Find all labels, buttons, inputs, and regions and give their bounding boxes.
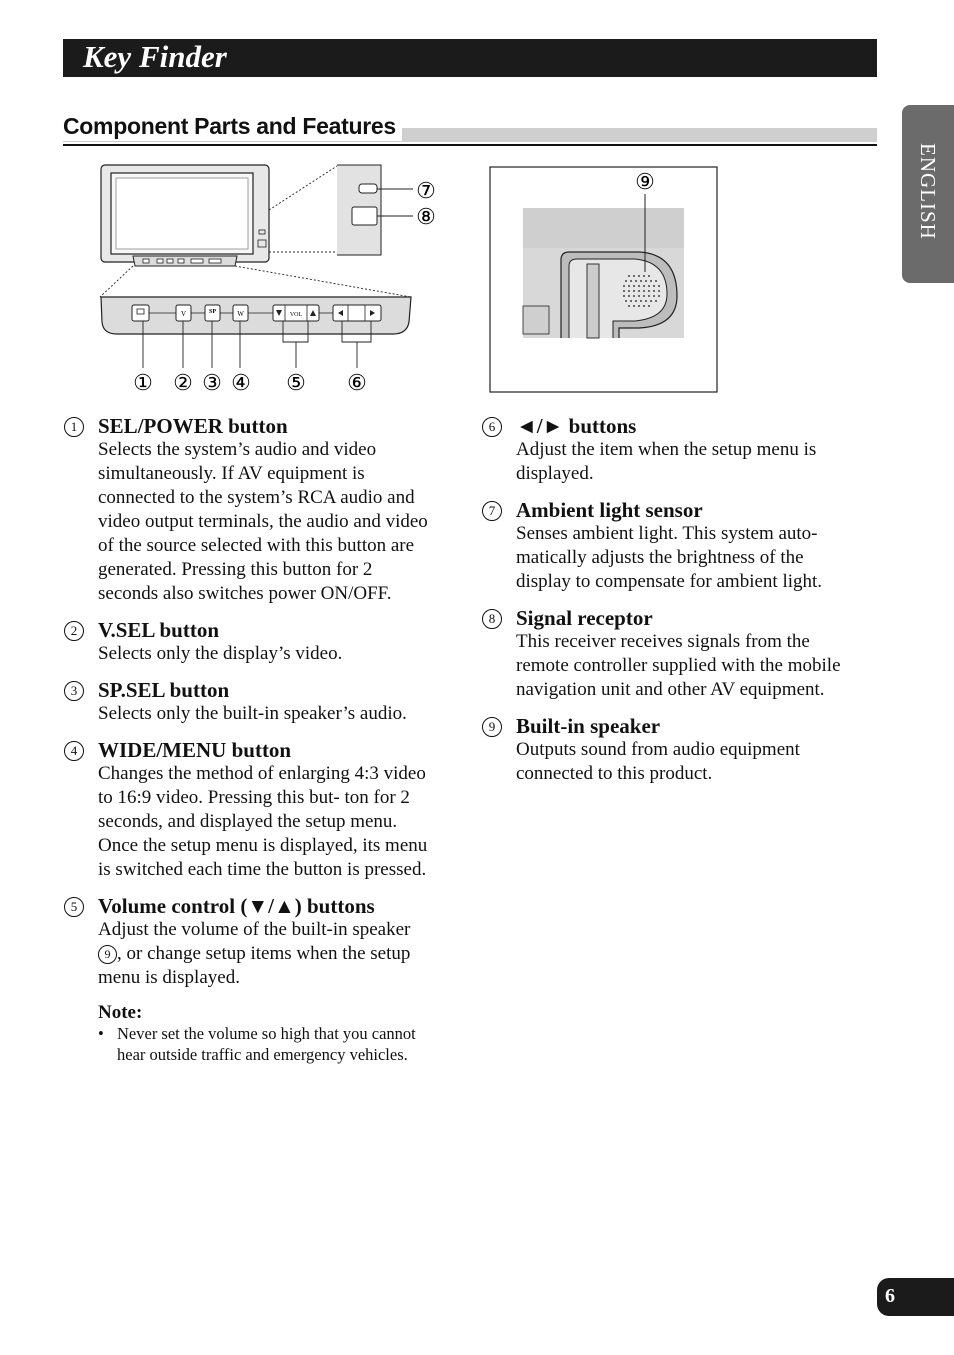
callout-5: ⑤ [286, 370, 306, 395]
vol-button-label: VOL [289, 312, 303, 318]
page-banner [63, 39, 877, 77]
list-item [63, 894, 433, 990]
item-number: 3 [64, 681, 84, 701]
item-description: Selects only the built-in speaker’s audio. [98, 703, 407, 724]
language-tab [902, 105, 954, 283]
item-number: 1 [64, 417, 84, 437]
list-item [481, 714, 851, 786]
display-unit-diagram [95, 160, 450, 396]
item-number: 9 [482, 717, 502, 737]
list-item [63, 678, 433, 726]
item-number: 2 [64, 621, 84, 641]
list-item [63, 618, 433, 666]
item-number: 6 [482, 417, 502, 437]
list-item [481, 414, 851, 486]
list-item [63, 738, 433, 882]
item-title: Built-in speaker [516, 714, 661, 738]
page-number: 6 [885, 1285, 895, 1307]
wide-button-label: W [237, 310, 244, 318]
callout-1: ① [133, 370, 153, 395]
callout-6: ⑥ [347, 370, 367, 395]
item-title: WIDE/MENU button [98, 738, 292, 762]
list-item [481, 498, 851, 594]
callout-8: ⑧ [416, 204, 436, 229]
item-title: ◄/► buttons [516, 414, 637, 438]
vsel-button-label: V [180, 310, 187, 318]
list-item [63, 414, 433, 606]
item-title: Volume control (▼/▲) buttons [98, 894, 375, 918]
note-block [63, 1002, 433, 1065]
banner-title: Key Finder [83, 39, 227, 74]
item-description: Selects only the display’s video. [98, 643, 343, 664]
page-number-tab [877, 1278, 954, 1316]
item-number: 7 [482, 501, 502, 521]
callout-9: ⑨ [635, 169, 655, 194]
item-description: This receiver receives signals from the remote controller supplied with the mobile navigation unit and other AV equipment. [516, 631, 841, 700]
item-number: 8 [482, 609, 502, 629]
list-item [481, 606, 851, 702]
item-description: Adjust the item when the setup menu is displayed. [516, 439, 817, 484]
note-heading: Note: [98, 1002, 143, 1023]
right-column [481, 414, 851, 798]
spsel-button-label: SP [208, 309, 217, 315]
item-description: Outputs sound from audio equipment connected to this product. [516, 739, 800, 784]
item-description: Changes the method of enlarging 4:3 video to 16:9 video. Pressing this but- ton for 2 seconds, and displayed the setup menu. Once the setup menu is displayed, its menu is switched each time the button is pressed. [98, 763, 428, 880]
speaker-detail-diagram [489, 166, 719, 394]
item-title: SP.SEL button [98, 678, 230, 702]
item-title: Signal receptor [516, 606, 653, 630]
item-title: V.SEL button [98, 618, 220, 642]
left-column [63, 414, 433, 1065]
item-title: Ambient light sensor [516, 498, 703, 522]
item-title: SEL/POWER button [98, 414, 288, 438]
item-description: Adjust the volume of the built-in speaker 9 , or change setup items when the setup menu is displayed. [98, 919, 411, 988]
item-number: 5 [64, 897, 84, 917]
item-number: 4 [64, 741, 84, 761]
section-heading [63, 111, 877, 147]
item-description: Selects the system’s audio and video simultaneously. If AV equipment is connected to the system’s RCA audio and video output terminals, the audio and video of the source selected with this button are generated. Pressing this button for 2 seconds also switches power ON/OFF. [98, 439, 428, 604]
item-description: Senses ambient light. This system auto- matically adjusts the brightness of the display to compensate for ambient light. [516, 523, 823, 592]
callout-3: ③ [202, 370, 222, 395]
callout-4: ④ [231, 370, 251, 395]
note-bullet: • Never set the volume so high that you cannot hear outside traffic and emergency vehicles. [98, 1024, 433, 1065]
callout-7: ⑦ [416, 178, 436, 203]
language-label: ENGLISH [916, 143, 940, 240]
section-title: Component Parts and Features [63, 111, 402, 141]
speaker-reference: 9 [98, 945, 117, 964]
callout-2: ② [173, 370, 193, 395]
